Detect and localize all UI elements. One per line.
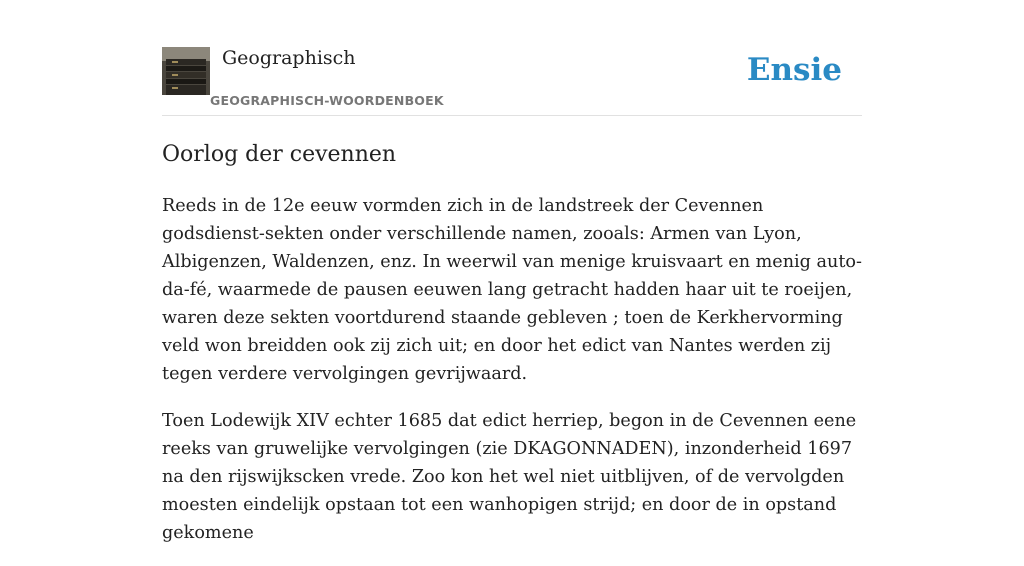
article-body	[162, 192, 864, 566]
page-container	[162, 0, 862, 543]
article-paragraph: Toen Lodewijk XIV echter 1685 dat edict herriep, begon in de Cevennen eene reeks van gruwelijke vervolgingen (zie DKAGONNADEN), inzonderheid 1697 na den rijswijkscken vrede. Zoo kon het wel niet uitblijven, of de vervolgden moesten eindelijk opstaan tot een wanhopigen strijd; en door de in opstand gekomene	[162, 411, 857, 543]
ensie-logo-link[interactable]: Ensie	[746, 52, 842, 88]
article-title: Oorlog der cevennen	[162, 142, 397, 167]
site-title-link[interactable]: Geographisch	[222, 47, 356, 69]
article-paragraph: Reeds in de 12e eeuw vormden zich in de landstreek der Cevennen godsdienst-sekten onder verschillende namen, zooals: Armen van Lyon, Albigenzen, Waldenzen, enz. In weerwil van menige kruisvaart en menig auto-da-fé, waarmede de pausen eeuwen lang getracht hadden haar uit te roeijen, waren deze sekten voortdurend staande gebleven ; toen de Kerkhervorming veld won breidden ook zij zich uit; en door het edict van Nantes werden zij tegen verdere vervolgingen gevrijwaard.	[162, 196, 862, 384]
site-avatar[interactable]	[162, 47, 210, 95]
book-spines-icon	[162, 47, 210, 95]
dictionary-name-link[interactable]: GEOGRAPHISCH-WOORDENBOEK	[210, 93, 444, 108]
header-divider	[162, 115, 862, 116]
